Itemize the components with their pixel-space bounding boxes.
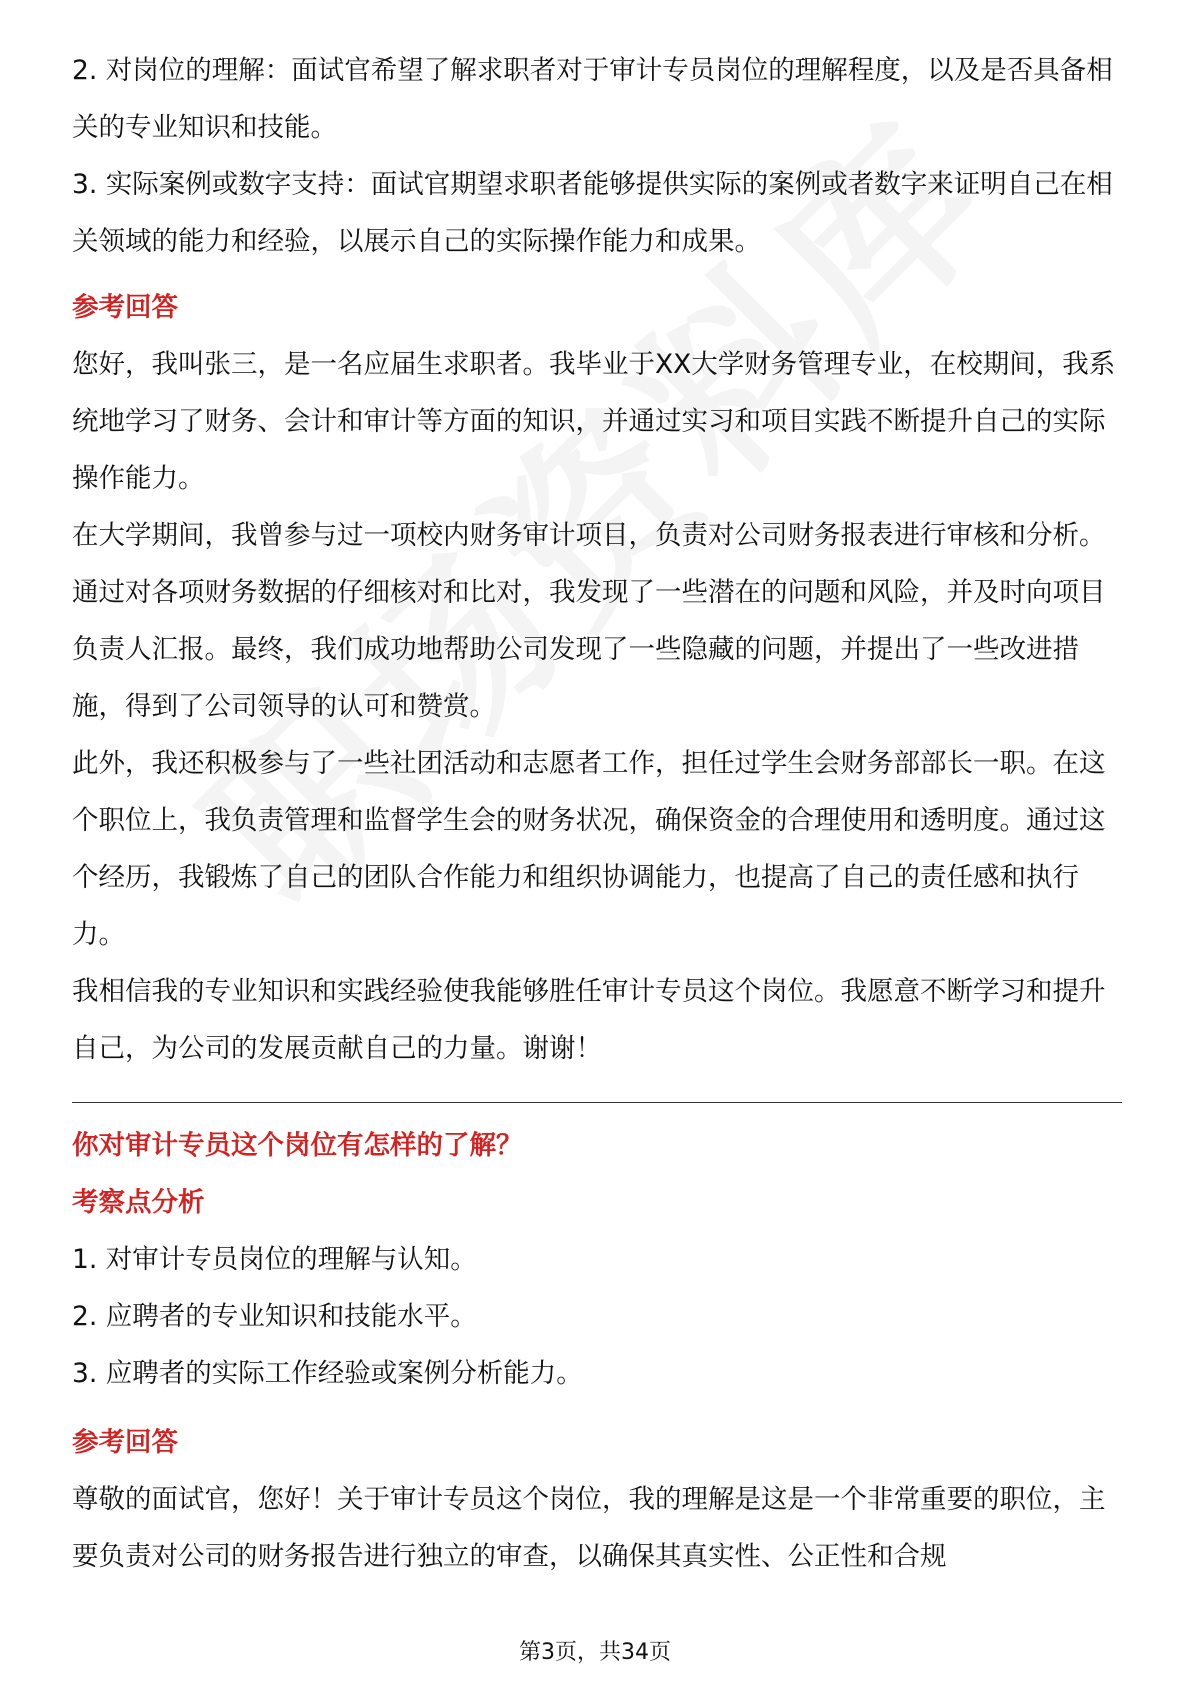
analysis-heading: 考察点分析 (72, 1187, 205, 1218)
answer-paragraph-understanding: 尊敬的面试官，您好！关于审计专员这个岗位，我的理解是这是一个非常重要的职位，主要负责对公司的财务报告进行独立的审查，以确保其真实性、公正性和合规 (72, 1484, 1106, 1572)
section-divider (72, 1102, 1122, 1103)
answer-paragraph-closing: 我相信我的专业知识和实践经验使我能够胜任审计专员这个岗位。我愿意不断学习和提升自己，为公司的发展贡献自己的力量。谢谢！ (72, 976, 1106, 1064)
reference-answer-heading: 参考回答 (72, 292, 178, 323)
page-content (72, 42, 1122, 1585)
paragraph-case-support: 3. 实际案例或数字支持：面试官期望求职者能够提供实际的案例或者数字来证明自己在相关领域的能力和经验，以展示自己的实际操作能力和成果。 (72, 169, 1113, 257)
answer-paragraph-activities: 此外，我还积极参与了一些社团活动和志愿者工作，担任过学生会财务部部长一职。在这个职位上，我负责管理和监督学生会的财务状况，确保资金的合理使用和透明度。通过这个经历，我锻炼了自己的团队合作能力和组织协调能力，也提高了自己的责任感和执行力。 (72, 748, 1106, 950)
reference-answer-heading-2: 参考回答 (72, 1427, 178, 1458)
paragraph-position-understanding: 2. 对岗位的理解：面试官希望了解求职者对于审计专员岗位的理解程度，以及是否具备相关的专业知识和技能。 (72, 55, 1113, 143)
analysis-point-2: 2. 应聘者的专业知识和技能水平。 (72, 1301, 477, 1332)
question-heading: 你对审计专员这个岗位有怎样的了解？ (72, 1130, 523, 1161)
answer-paragraph-project: 在大学期间，我曾参与过一项校内财务审计项目，负责对公司财务报表进行审核和分析。通过对各项财务数据的仔细核对和比对，我发现了一些潜在的问题和风险，并及时向项目负责人汇报。最终，我们成功地帮助公司发现了一些隐藏的问题，并提出了一些改进措施，得到了公司领导的认可和赞赏。 (72, 520, 1106, 722)
answer-paragraph-intro: 您好，我叫张三，是一名应届生求职者。我毕业于XX大学财务管理专业，在校期间，我系统地学习了财务、会计和审计等方面的知识，并通过实习和项目实践不断提升自己的实际操作能力。 (72, 349, 1116, 494)
analysis-point-3: 3. 应聘者的实际工作经验或案例分析能力。 (72, 1358, 583, 1389)
page-number: 第3页，共34页 (519, 1640, 671, 1665)
analysis-point-1: 1. 对审计专员岗位的理解与认知。 (72, 1244, 477, 1275)
